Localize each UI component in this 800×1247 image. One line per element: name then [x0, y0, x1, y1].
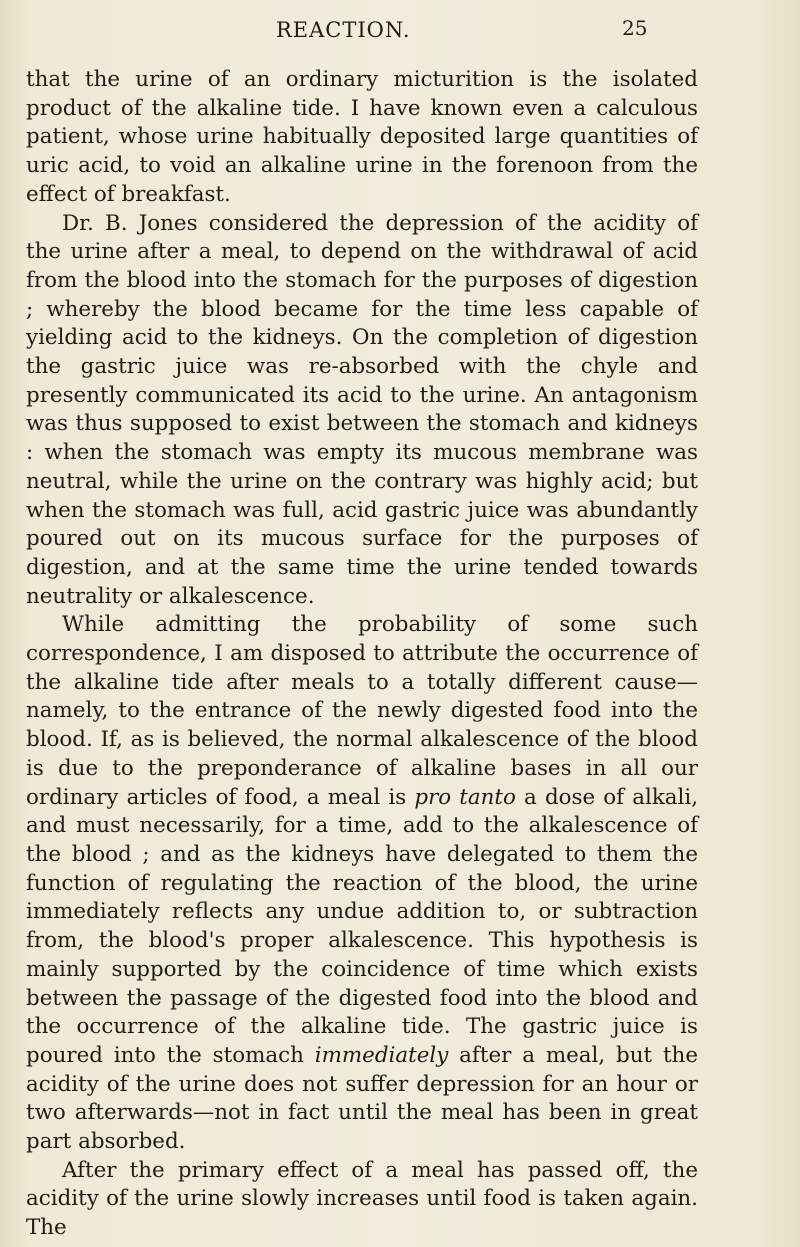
emphasis-pro-tanto: pro tanto	[414, 784, 516, 810]
paragraph-3-part-2: a dose of alkali, and must necessarily, for a time, add to the alkalescence of the blood ; and as the kidneys have delegated to them the function of regulating the reaction of the blood, the urine immediately reflects any undue addition to, or subtraction from, the blood's proper alkalescence. This hypothesis is mainly supported by the coincidence of time which exists between the passage of the digested food into the blood and the occurrence of the alkaline tide. The gastric juice is poured into the stomach	[26, 784, 699, 1068]
paragraph-3-part-1: While admitting the probability of some such correspondence, I am disposed to attribute the occurrence of the alkaline tide after meals to a totally different cause—namely, to the entrance of the newly digested food into the blood. If, as is believed, the normal alkalescence of the blood is due to the preponderance of alkaline bases in all our ordinary articles of food, a meal is	[26, 612, 698, 810]
paragraph-1: that the urine of an ordinary micturition is the isolated product of the alkaline tide. I have known even a calculous patient, whose urine habitually deposited large quantities of uric acid, to void an alkaline urine in the forenoon from the effect of breakfast.	[26, 67, 698, 207]
running-head	[0, 18, 800, 48]
page-number: 25	[622, 16, 648, 40]
emphasis-immediately: immediately	[314, 1042, 449, 1068]
paragraph-2: Dr. B. Jones considered the depression of the acidity of the urine after a meal, to depend on the withdrawal of acid from the blood into the stomach for the purposes of digestion ; whereby the blood became for the time less capable of yielding acid to the kidneys. On the completion of digestion the gastric juice was re-absorbed with the chyle and presently communicated its acid to the urine. An antagonism was thus supposed to exist between the stomach and kidneys : when the stomach was empty its mucous membrane was neutral, while the urine on the contrary was highly acid; but when the stomach was full, acid gastric juice was abundantly poured out on its mucous surface for the purposes of digestion, and at the same time the urine tended towards neutrality or alkalescence.	[26, 210, 698, 609]
paragraph-4: After the primary effect of a meal has passed off, the acidity of the urine slowly increases until food is taken again. The	[26, 1157, 698, 1241]
paragraph-3	[26, 611, 698, 1156]
running-title: REACTION.	[276, 18, 411, 42]
body-text	[26, 66, 698, 1243]
paragraph-3-part-3: after a meal, but the acidity of the urine does not suffer depression for an hour or two afterwards—not in fact until the meal has been in great part absorbed.	[26, 1042, 698, 1155]
